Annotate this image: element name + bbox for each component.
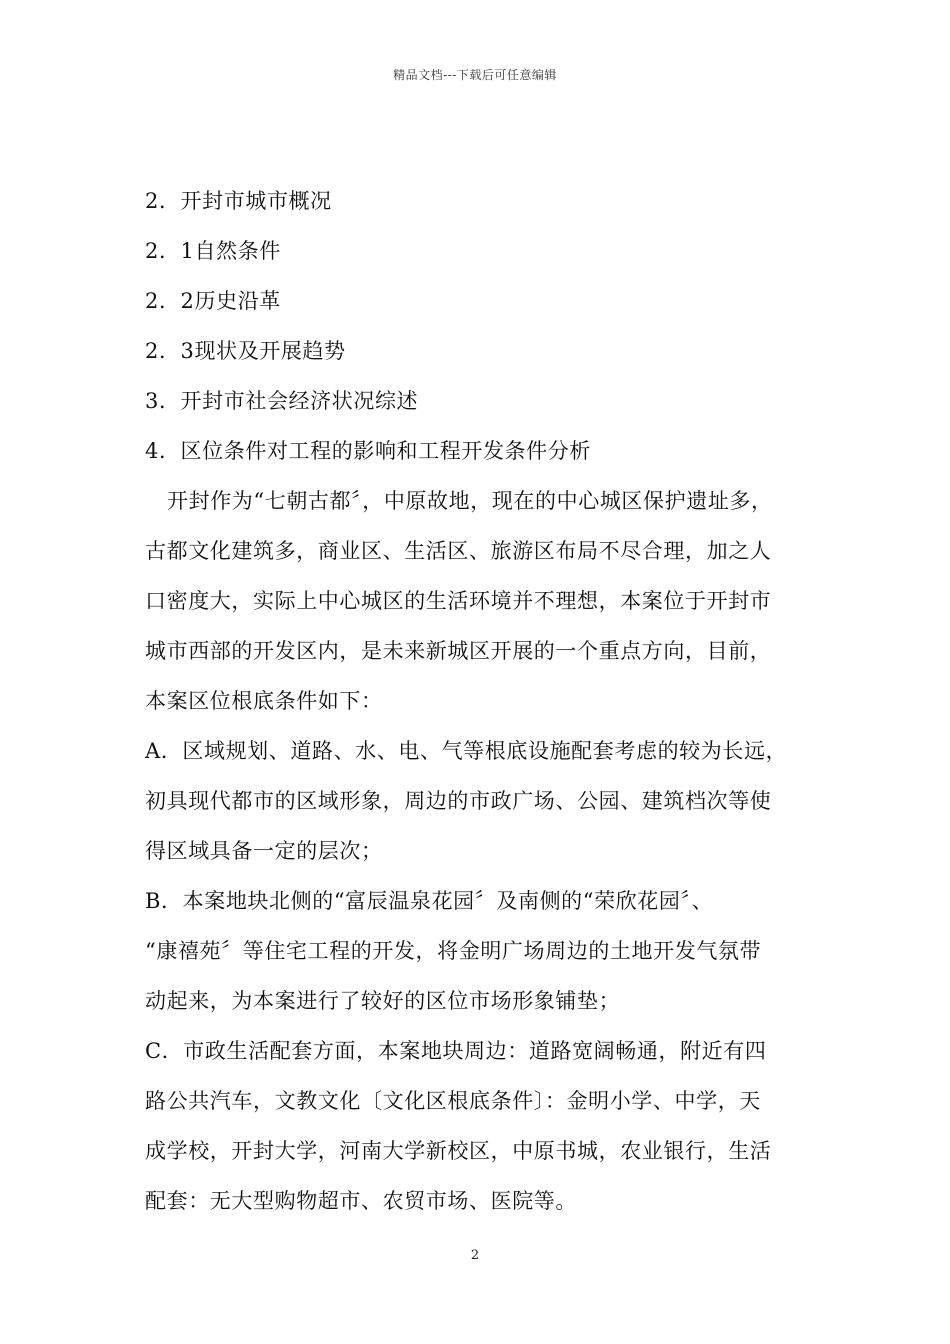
heading-2: 2．开封市城市概况 bbox=[145, 189, 332, 213]
paragraph-line: 开封作为“七朝古都〞，中原故地，现在的中心城区保护遗址多， bbox=[167, 489, 773, 513]
heading-4: 4．区位条件对工程的影响和工程开发条件分析 bbox=[145, 439, 591, 463]
heading-2-2: 2．2历史沿革 bbox=[145, 289, 281, 313]
intro-paragraph bbox=[145, 476, 810, 726]
heading-2-1: 2．1自然条件 bbox=[145, 239, 281, 263]
paragraph-line: 城市西部的开发区内，是未来新城区开展的一个重点方向，目前， bbox=[145, 639, 772, 663]
item-b-paragraph bbox=[145, 876, 810, 1026]
paragraph-line: 路公共汽车，文教文化〔文化区根底条件〕：金明小学、中学，天 bbox=[145, 1089, 761, 1113]
page-header: 精品文档---下载后可任意编辑 bbox=[393, 68, 557, 82]
paragraph-line: C．市政生活配套方面，本案地块周边：道路宽阔畅通，附近有四 bbox=[145, 1039, 767, 1063]
paragraph-line: “康禧苑〞等住宅工程的开发，将金明广场周边的土地开发气氛带 bbox=[145, 939, 762, 963]
document-body bbox=[145, 176, 810, 1226]
paragraph-line: 口密度大，实际上中心城区的生活环境并不理想，本案位于开封市 bbox=[145, 589, 772, 613]
paragraph-line: 古都文化建筑多，商业区、生活区、旅游区布局不尽合理，加之人 bbox=[145, 539, 772, 563]
paragraph-line: 得区域具备一定的层次； bbox=[145, 839, 383, 863]
heading-3: 3．开封市社会经济状况综述 bbox=[145, 389, 419, 413]
paragraph-line: 初具现代都市的区域形象，周边的市政广场、公园、建筑档次等使 bbox=[145, 789, 772, 813]
paragraph-line: A．区域规划、道路、水、电、气等根底设施配套考虑的较为长远， bbox=[145, 739, 788, 763]
heading-2-3: 2．3现状及开展趋势 bbox=[145, 339, 346, 363]
paragraph-line: B．本案地块北侧的“富辰温泉花园〞及南侧的“荣欣花园〞、 bbox=[145, 889, 714, 913]
item-c-paragraph bbox=[145, 1026, 810, 1226]
item-a-paragraph bbox=[145, 726, 810, 876]
page-number: 2 bbox=[470, 1248, 480, 1263]
paragraph-line: 配套：无大型购物超市、农贸市场、医院等。 bbox=[145, 1189, 577, 1213]
paragraph-line: 本案区位根底条件如下： bbox=[145, 689, 383, 713]
paragraph-line: 成学校，开封大学，河南大学新校区，中原书城，农业银行，生活 bbox=[145, 1139, 772, 1163]
paragraph-line: 动起来，为本案进行了较好的区位市场形象铺垫； bbox=[145, 989, 621, 1013]
